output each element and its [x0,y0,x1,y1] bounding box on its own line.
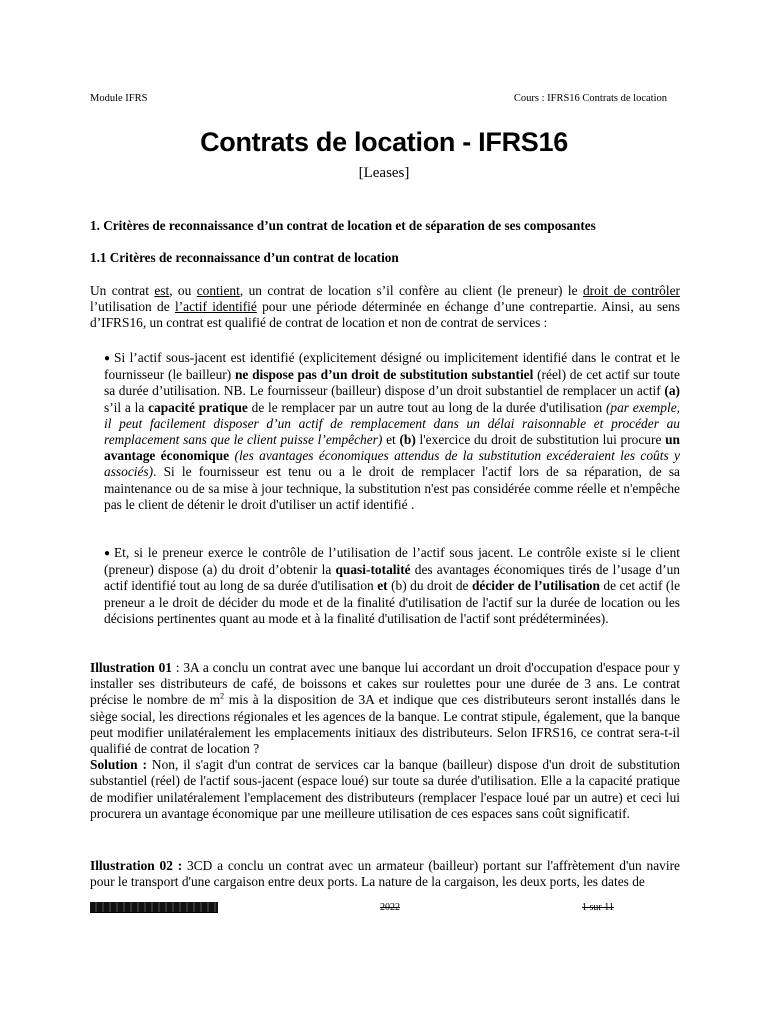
section-heading-1: 1. Critères de reconnaissance d’un contrat de location et de séparation de ses composantes [90,218,596,233]
bullet-dot-icon: ● [104,353,111,364]
illustration-01: Illustration 01 : 3A a conclu un contrat avec une banque lui accordant un droit d'occupation d'espace pour y installer ses distributeurs de café, de boissons et cakes sur roulettes pour une durée de 3 ans. Le contrat précise le nombre de $m^2$ mis à la disposition de 3A et indique que ces distributeurs seront installés dans le siège social, les directions régionales et les agences de la banque. Le contrat stipule, également, que la banque peut modifier unilatéralement les emplacements initiaux des distributeurs. Selon IFRS16, ce contrat sera-t-il qualifié de contrat de location ? Solution : Non, il s'agit d'un contrat de services car la banque (bailleur) dispose d'un droit de substitution substantiel (réel) de l'actif sous-jacent (espace loué) sur toute sa durée d'utilisation. Elle a la capacité pratique de modifier unilatéralement l'emplacement des distributeurs (remplacer l'espace loué par un autre) et ceci lui procurera un avantage économique par une meilleure utilisation de ces espaces sans coût significatif. [90,660,681,821]
bullet-control-of-use: ● Et, si le preneur exerce le contrôle de l’utilisation de l’actif sous jacent. Le contrôle existe si le client (preneur) dispose (a) du droit d’obtenir la quasi-totalité des avantages économiques tirés de l’usage d’un actif identifié tout au long de sa durée d'utilisation et (b) du droit de décider de l’utilisation de cet actif (le preneur a le droit de décider du mode et de la finalité d'utilisation de l'actif sur la durée de location ou les décisions pertinentes quant au mode et à la finalité d'utilisation de l'actif sont prédéterminées). [104,545,681,626]
page-subtitle: [Leases] [358,165,410,181]
header-course: Cours : IFRS16 Contrats de location [513,93,667,104]
footer-page-number: 1 sur 11 [582,902,614,913]
intro-paragraph: Un contrat est, ou contient, un contrat de location s’il confère au client (le preneur) le droit de contrôler l’utilisation de l’actif identifié pour une période déterminée en échange d’une contrepartie. Ainsi, au sens d’IFRS16, un contrat est qualifié de contrat de location et non de contrat de services : [90,283,681,331]
illustration-02: Illustration 02 : 3CD a conclu un contrat avec un armateur (bailleur) portant sur l'affrètement d'un navire pour le transport d'une cargaison entre deux ports. La nature de la cargaison, les deux ports, les dates de [90,858,681,890]
solution-label: Solution : [90,757,147,773]
page-title: Contrats de location - IFRS16 [200,127,568,157]
bullet-dot-icon: ● [104,548,111,559]
footer-redacted-block [90,902,218,913]
section-heading-1-1: 1.1 Critères de reconnaissance d’un contrat de location [90,250,399,265]
header-module: Module IFRS [90,93,148,104]
footer-year: 2022 [380,902,400,913]
bullet-identified-asset: ● Si l’actif sous-jacent est identifié (explicitement désigné ou implicitement identifié dans le contrat et le fournisseur (le bailleur) ne dispose pas d’un droit de substitution substantiel (réel) de cet actif sur toute sa durée d’utilisation. NB. Le fournisseur (bailleur) dispose d’un droit substantiel de remplacer un actif (a) s’il a la capacité pratique de le remplacer par un autre tout au long de la durée d'utilisation (par exemple, il peut facilement disposer d’un actif de remplacement dans un délai raisonnable et procéder au remplacement sans que le client puisse l’empêcher) et (b) l'exercice du droit de substitution lui procure un avantage économique (les avantages économiques attendus de la substitution excéderaient les coûts y associés). Si le fournisseur est tenu ou a le droit de remplacer l'actif lors de sa réparation, de sa maintenance ou de sa mise à jour technique, la substitution n'est pas considérée comme réelle et n'empêche pas le client de détenir le droit d'utiliser un actif identifié . [104,350,681,512]
solution-text: Non, il s'agit d'un contrat de services car la banque (bailleur) dispose d'un droit de substitution substantiel (réel) de l'actif sous-jacent (espace loué) sur toute sa durée d'utilisation. Elle a la capacité pratique de modifier unilatéralement l'emplacement des distributeurs (remplacer l'espace loué par un autre) et ceci lui procurera un avantage économique par une meilleure utilisation de ces espaces sans coût significatif. [90,757,680,821]
